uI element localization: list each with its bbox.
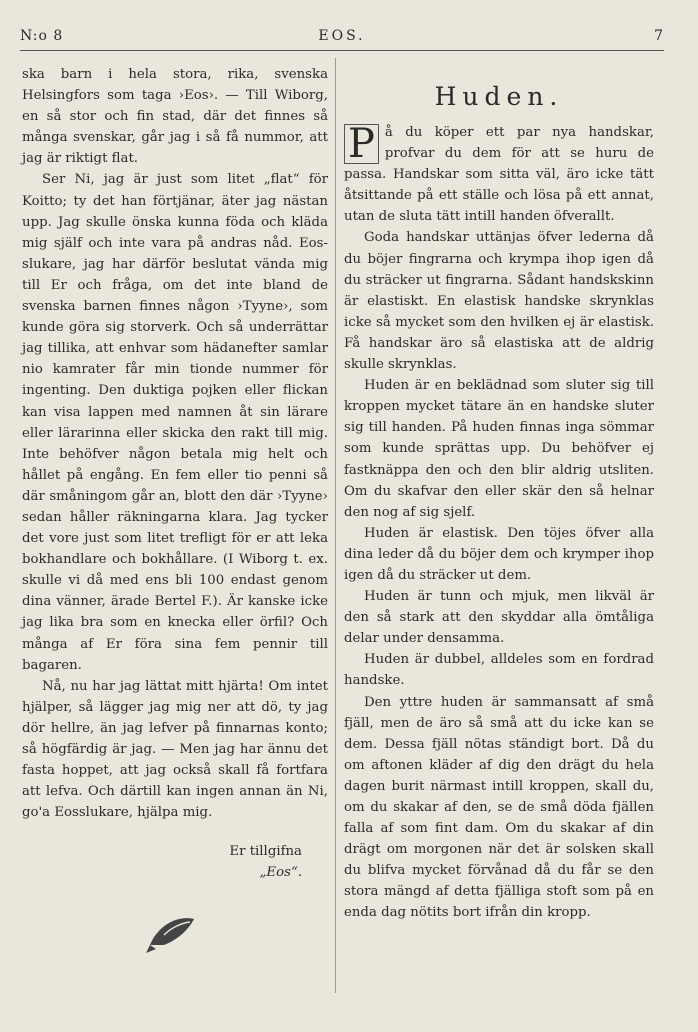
page-header (20, 28, 664, 50)
article-paragraph: Den yttre huden är sammansatt af små fjäll, men de äro så små att du icke kan se dem. Dessa fjäll nötas ständigt bort. Då du om aftonen kläder af dig den drägt du hela dagen burit närmast intill kroppen, skall du, om du skakar af den, se de små döda fjällen falla af som fint dam. Om du skakar af din drägt om morgonen när det är solsken skall du blifva mycket förvånad då du får se den stora mängd af detta fjälliga stoft som på en enda dag nötits bort ifrån din kropp. (344, 694, 654, 921)
drop-cap: P (344, 124, 379, 164)
article-paragraph: Huden är en beklädnad som sluter sig till kroppen mycket tätare än en handske sluter sig till handen. På huden finnas inga sömmar som kunde sprättas upp. Du behöfver ej fastknäppa den och den blir aldrig utsliten. Om du skafvar den eller skär den så helnar den nog af sig sjelf. (344, 378, 654, 520)
signature (22, 841, 328, 883)
signature-line: Er tillgifna (229, 844, 302, 860)
letter-paragraph: Nå, nu har jag lättat mitt hjärta! Om intet hjälper, så lägger jag mig ner att dö, ty jag dör hellre, än jag lefver på finnarnas konto; så högfärdig är jag. — Men jag har ännu det fasta hoppet, att jag också skall få fortfara att lefva. Och därtill kan ingen annan än Ni, go'a Eosslukare, hjälpa mig. (22, 678, 328, 821)
article-first-paragraph (344, 122, 654, 227)
issue-number: N:o 8 (20, 28, 64, 44)
letter-paragraph: Ser Ni, jag är just som litet „flat“ för Koitto; ty det han förtjänar, äter jag nästan upp. Jag skulle önska kunna föda och kläda mig själf och inte vara på andras nåd. Eos-slukare, jag har därför beslutat vända mig till Er och fråga, om det inte bland de svenska barnen finnes någon ›Tyyne›, som kunde göra sig storverk. Och så underrättar jag tillika, att enhvar som hädanefter samlar nio kamrater får min tionde nummer för ingenting. Den duktiga pojken eller flickan kan visa lappen med namnen åt sin lärare eller lärarinna eller skicka den rakt till mig. Inte behöfver någon betala mig helt och hållet på engång. En fem eller tio penni så där småningom går an, blott den där ›Tyyne› sedan håller räkningarna klara. Jag tycker det vore just som litet trefligt för er att leka bokhandlare och bokhållare. (I Wiborg t. ex. skulle vi då med ens bli 100 endast genom dina vänner, ärade Bertel F.). Är kanske icke jag lika bra som en knecka eller örfil? Och många af Er föra sina fem pennir till bagaren. (22, 172, 328, 673)
column-divider (335, 58, 336, 993)
letter-column (22, 64, 328, 883)
article-paragraph: Huden är tunn och mjuk, men likväl är den så stark att den skyddar alla ömtåliga delar under densamma. (344, 589, 654, 647)
article-title: Huden. (434, 82, 564, 111)
signature-name: „Eos“. (259, 865, 302, 881)
header-rule (20, 50, 664, 51)
fish-ornament-icon (144, 905, 204, 955)
article-paragraph: Goda handskar uttänjas öfver lederna då du böjer fingrarna och krympa ihop igen då du sträcker ut fingrarna. Sådant handskskinn är elastiskt. En elastisk handske skrynklas icke så mycket som den hvilken ej är elastisk. Få handskar äro så elastiska att de aldrig skulle skrynklas. (344, 230, 654, 373)
article-paragraph: Huden är elastisk. Den töjes öfver alla dina leder då du böjer dem och krymper ihop igen då du sträcker ut dem. (344, 525, 654, 583)
first-paragraph-text: å du köper ett par nya handskar, profvar du dem för att se huru de passa. Handskar som sitta väl, äro icke tätt åtsittande på ett ställe och lösa på ett annat, utan de sluta tätt intill handen öfverallt. (344, 125, 654, 225)
page-number: 7 (654, 28, 664, 44)
letter-paragraph: ska barn i hela stora, rika, svenska Helsingfors som taga ›Eos›. — Till Wiborg, en så stor och fin stad, där det finnes så många svenskar, går jag i så få nummor, att jag är riktigt flat. (22, 67, 328, 167)
article-paragraph: Huden är dubbel, alldeles som en fordrad handske. (344, 652, 654, 689)
journal-title: EOS. (318, 28, 366, 44)
article-column (344, 82, 654, 924)
